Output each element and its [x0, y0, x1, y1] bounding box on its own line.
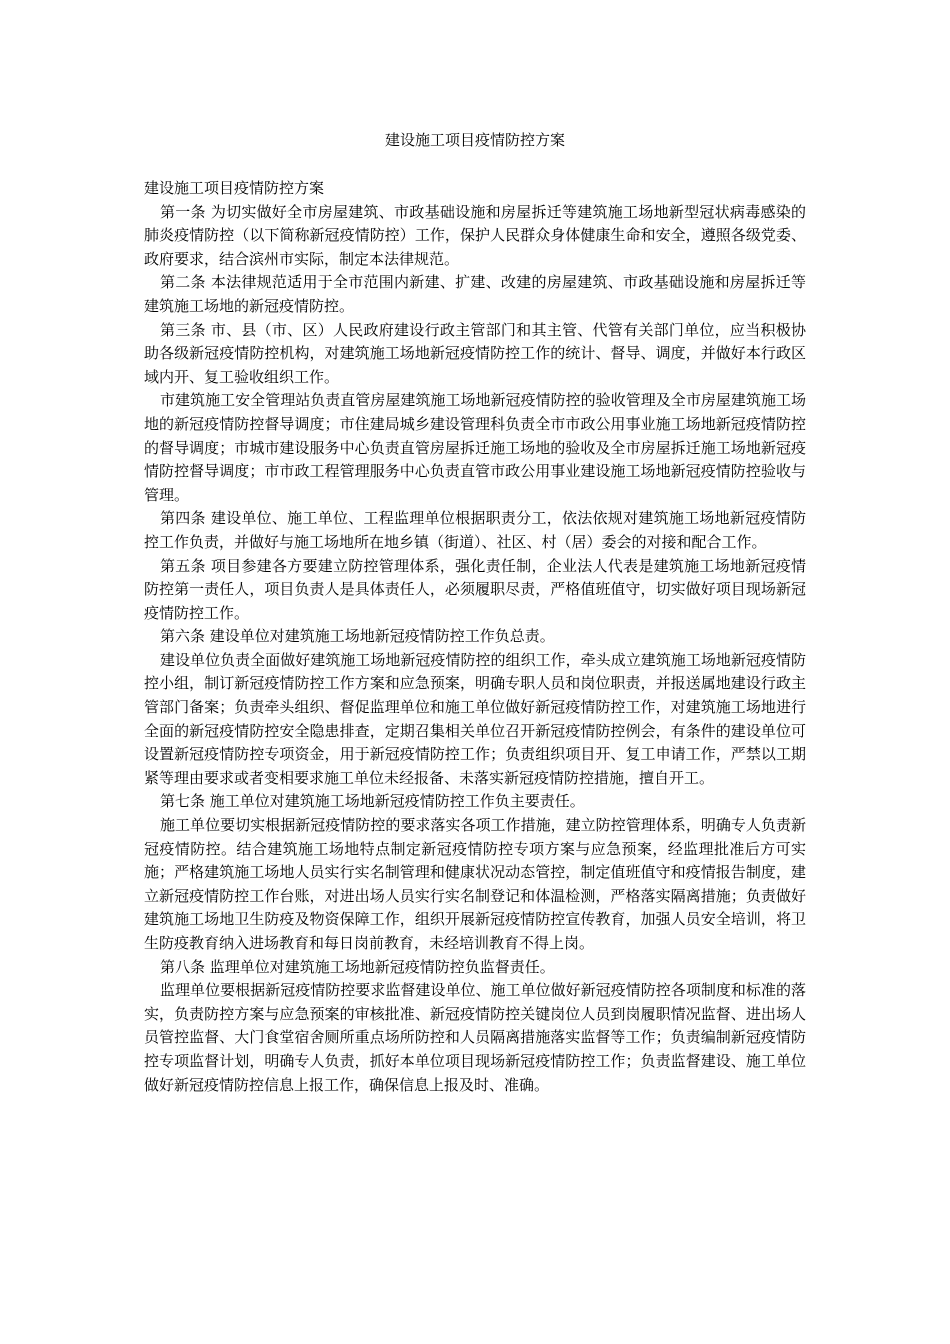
article-5-paragraph: 第五条 项目参建各方要建立防控管理体系，强化责任制，企业法人代表是建筑施工场地新冠疫情防控第一责任人，项目负责人是具体责任人，必须履职尽责，严格值班值守，切实做好项目现场新冠疫情防控工作。 — [144, 556, 806, 622]
article-3-paragraph: 第三条 市、县（市、区）人民政府建设行政主管部门和其主管、代管有关部门单位，应当积极协助各级新冠疫情防控机构，对建筑施工场地新冠疫情防控工作的统计、督导、调度，并做好本行政区域内开、复工验收组织工作。 — [144, 320, 806, 386]
article-1-paragraph: 第一条 为切实做好全市房屋建筑、市政基础设施和房屋拆迁等建筑施工场地新型冠状病毒感染的肺炎疫情防控（以下简称新冠疫情防控）工作，保护人民群众身体健康生命和安全，遵照各级党委、政府要求，结合滨州市实际，制定本法律规范。 — [144, 202, 806, 268]
article-7-detail-paragraph: 施工单位要切实根据新冠疫情防控的要求落实各项工作措施，建立防控管理体系，明确专人负责新冠疫情防控。结合建筑施工场地特点制定新冠疫情防控专项方案与应急预案，经监理批准后方可实施；严格建筑施工场地人员实行实名制管理和健康状况动态管控，制定值班值守和疫情报告制度，建立新冠疫情防控工作台账，对进出场人员实行实名制登记和体温检测，严格落实隔离措施；负责做好建筑施工场地卫生防疫及物资保障工作，组织开展新冠疫情防控宣传教育，加强人员安全培训，将卫生防疫教育纳入进场教育和每日岗前教育，未经培训教育不得上岗。 — [144, 816, 806, 952]
document-body — [144, 177, 806, 1097]
article-3-detail-paragraph: 市建筑施工安全管理站负责直管房屋建筑施工场地新冠疫情防控的验收管理及全市房屋建筑施工场地的新冠疫情防控督导调度；市住建局城乡建设管理科负责全市市政公用事业施工场地新冠疫情防控的督导调度；市城市建设服务中心负责直管房屋拆迁施工场地的验收及全市房屋拆迁施工场地新冠疫情防控督导调度；市市政工程管理服务中心负责直管市政公用事业建设施工场地新冠疫情防控验收与管理。 — [144, 391, 806, 504]
article-2-paragraph: 第二条 本法律规范适用于全市范围内新建、扩建、改建的房屋建筑、市政基础设施和房屋拆迁等建筑施工场地的新冠疫情防控。 — [144, 273, 806, 315]
article-6-paragraph: 第六条 建设单位对建筑施工场地新冠疫情防控工作负总责。 — [160, 627, 555, 646]
article-6-detail-paragraph: 建设单位负责全面做好建筑施工场地新冠疫情防控的组织工作，牵头成立建筑施工场地新冠疫情防控小组，制订新冠疫情防控工作方案和应急预案，明确专职人员和岗位职责，并报送属地建设行政主管部门备案；负责牵头组织、督促监理单位和施工单位做好新冠疫情防控工作，对建筑施工场地进行全面的新冠疫情防控安全隐患排查，定期召集相关单位召开新冠疫情防控例会，有条件的建设单位可设置新冠疫情防控专项资金，用于新冠疫情防控工作；负责组织项目开、复工申请工作，严禁以工期紧等理由要求或者变相要求施工单位未经报备、未落实新冠疫情防控措施，擅自开工。 — [144, 650, 806, 787]
article-8-paragraph: 第八条 监理单位对建筑施工场地新冠疫情防控负监督责任。 — [160, 957, 555, 976]
article-4-paragraph: 第四条 建设单位、施工单位、工程监理单位根据职责分工，依法依规对建筑施工场地新冠疫情防控工作负责，并做好与施工场地所在地乡镇（街道）、社区、村（居）委会的对接和配合工作。 — [144, 509, 806, 551]
article-8-detail-paragraph: 监理单位要根据新冠疫情防控要求监督建设单位、施工单位做好新冠疫情防控各项制度和标准的落实，负责防控方案与应急预案的审核批准、新冠疫情防控关键岗位人员到岗履职情况监督、进出场人员管控监督、大门食堂宿舍厕所重点场所防控和人员隔离措施落实监督等工作；负责编制新冠疫情防控专项监督计划，明确专人负责，抓好本单位项目现场新冠疫情防控工作；负责监督建设、施工单位做好新冠疫情防控信息上报工作，确保信息上报及时、准确。 — [144, 981, 806, 1094]
document-subtitle: 建设施工项目疫情防控方案 — [144, 179, 325, 197]
document-title: 建设施工项目疫情防控方案 — [384, 131, 565, 149]
article-7-paragraph: 第七条 施工单位对建筑施工场地新冠疫情防控工作负主要责任。 — [160, 792, 585, 811]
